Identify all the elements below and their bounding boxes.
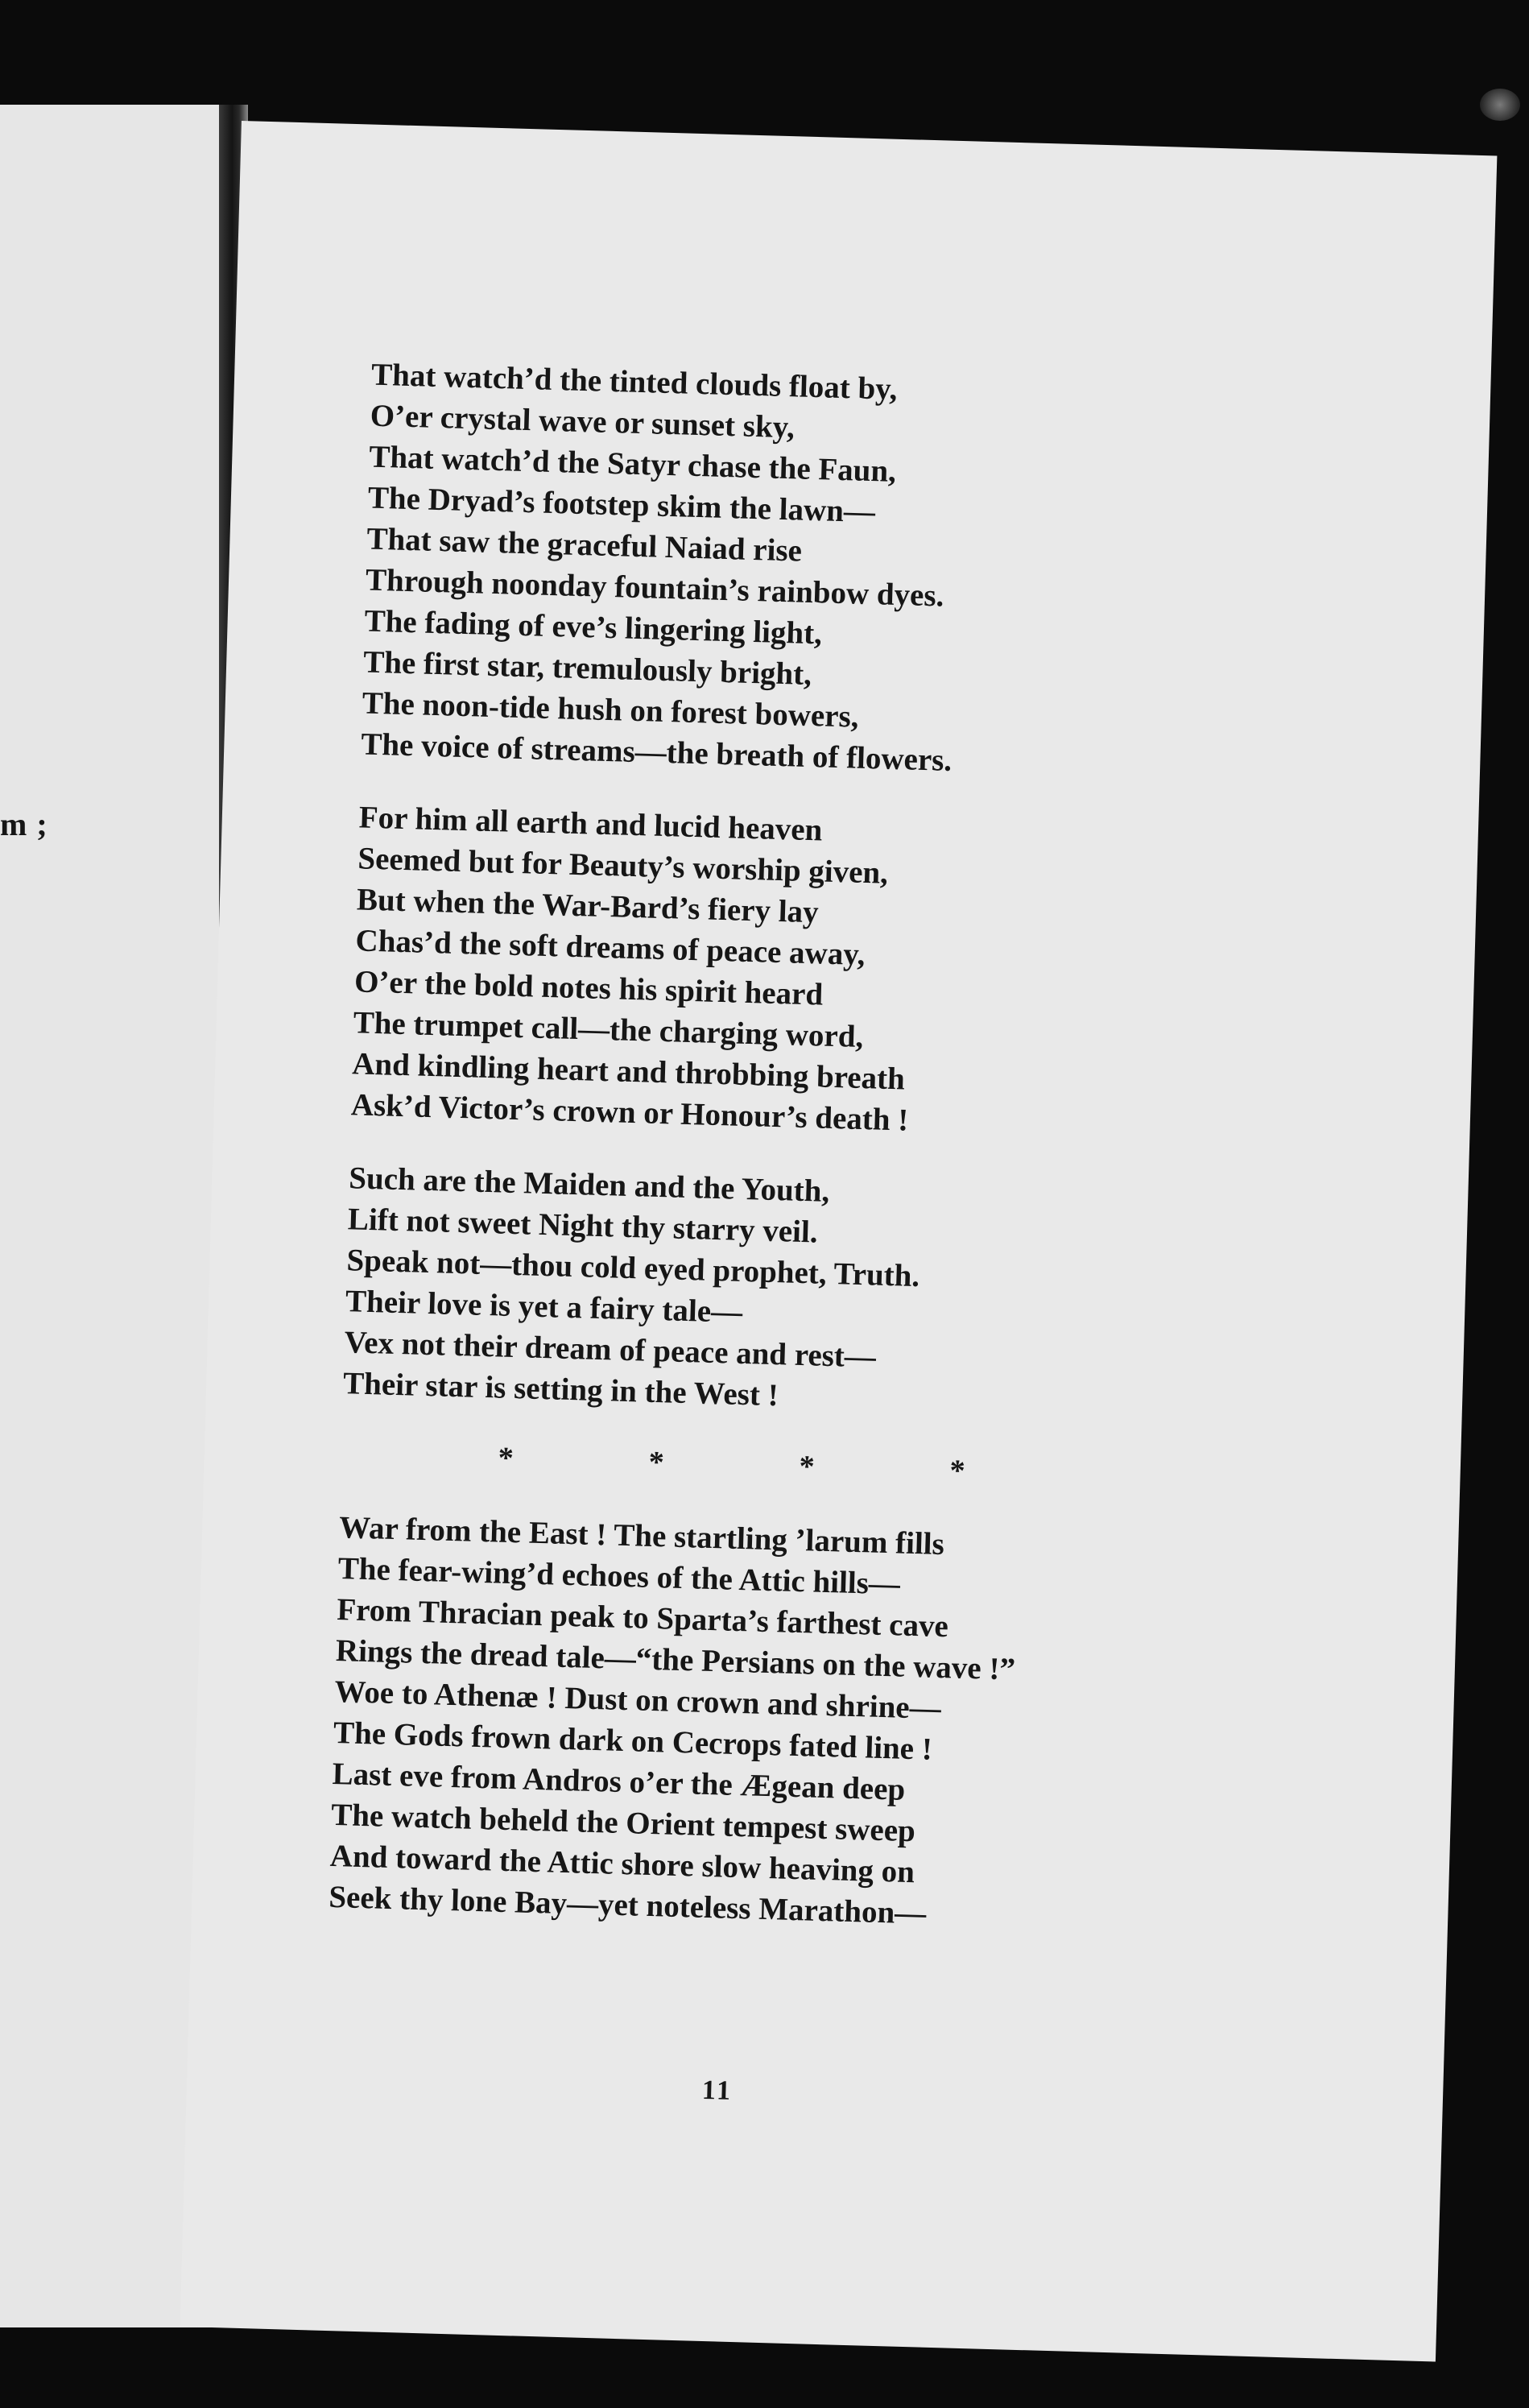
poem-line: Their love is yet a fairy tale— [345, 1284, 743, 1330]
poem-line: Vex not their dream of peace and rest— [344, 1325, 877, 1375]
book-page [180, 121, 1497, 2361]
poem-line: War from the East ! The startling ’larum fills [338, 1510, 945, 1562]
stanza-4 [329, 1507, 1306, 1944]
poem-line: That watch’d the Satyr chase the Faun, [368, 439, 897, 489]
stanza-3 [343, 1157, 1316, 1430]
poem-line: Seemed but for Beauty’s worship given, [357, 841, 889, 891]
asterisk: * [799, 1449, 816, 1484]
poem-line: The Dryad’s footstep skim the lawn— [367, 480, 876, 530]
poem-line: The voice of streams—the breath of flowers. [360, 726, 953, 778]
page-number: 11 [701, 2075, 734, 2106]
poem-line: Ask’d Victor’s crown or Honour’s death ! [350, 1087, 909, 1138]
poem-line: The Gods frown dark on Cecrops fated line ! [333, 1715, 933, 1767]
stanza-2 [350, 796, 1325, 1152]
poem-line: And toward the Attic shore slow heaving on [329, 1838, 915, 1890]
poem-line: Woe to Athenæ ! Dust on crown and shrine— [333, 1674, 942, 1727]
poem-line: The first star, tremulously bright, [362, 644, 812, 693]
poem-line: Rings the dread tale—“the Persians on the wave !” [335, 1633, 1016, 1687]
poem-line: That saw the graceful Naiad rise [366, 521, 803, 569]
poem-line: That watch’d the tinted clouds float by, [370, 357, 898, 407]
poem-line: Seek thy lone Bay—yet noteless Marathon— [328, 1879, 927, 1931]
previous-page-text-fragment: m ; [0, 806, 48, 842]
poem-line: Such are the Maiden and the Youth, [348, 1161, 830, 1209]
poem-line: Through noonday fountain’s rainbow dyes. [365, 562, 944, 614]
poem-line: For him all earth and lucid heaven [358, 800, 823, 848]
poem-line: The noon-tide hush on forest bowers, [362, 685, 860, 734]
scan-corner-mark [1480, 89, 1520, 121]
poem-line: From Thracian peak to Sparta’s farthest cave [336, 1592, 949, 1645]
asterisk: * [648, 1445, 665, 1480]
poem-line: O’er the bold notes his spirit heard [353, 964, 824, 1012]
poem-line: The fading of eve’s lingering light, [364, 603, 823, 652]
poem-line: Lift not sweet Night thy starry veil. [347, 1202, 819, 1250]
poem-body [328, 354, 1338, 1977]
poem-line: The trumpet call—the charging word, [353, 1005, 864, 1054]
poem-line: The watch beheld the Orient tempest sweep [330, 1797, 916, 1849]
poem-line: But when the War-Bard’s fiery lay [356, 882, 820, 930]
poem-line: And kindling heart and throbbing breath [351, 1046, 906, 1097]
poem-line: Their star is setting in the West ! [342, 1366, 779, 1413]
poem-line: Chas’d the soft dreams of peace away, [355, 923, 866, 973]
poem-line: O’er crystal wave or sunset sky, [370, 398, 795, 445]
asterisk: * [948, 1454, 966, 1488]
section-break-asterisms [498, 1441, 965, 1489]
poem-line: Speak not—thou cold eyed prophet, Truth. [345, 1243, 920, 1294]
stanza-1 [361, 354, 1338, 792]
poem-line: The fear-wing’d echoes of the Attic hills— [337, 1551, 901, 1602]
asterisk: * [498, 1441, 514, 1476]
poem-line: Last eve from Andros o’er the Ægean deep [332, 1756, 906, 1807]
